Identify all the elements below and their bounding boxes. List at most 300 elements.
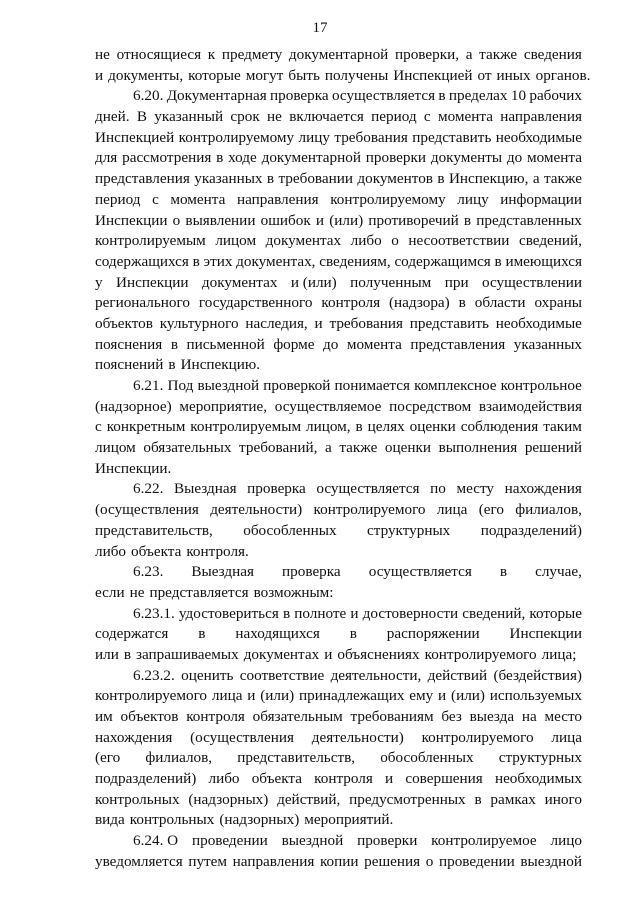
word: направления — [236, 190, 319, 208]
word: также — [479, 46, 518, 63]
text-line — [95, 128, 582, 149]
text-line — [95, 252, 582, 273]
word: объектов — [120, 708, 179, 725]
text-line — [95, 645, 582, 666]
word: проверкой — [263, 377, 331, 394]
word: период — [371, 108, 417, 126]
word: момента — [170, 190, 226, 208]
word: государственного — [198, 294, 313, 312]
word: совершения — [405, 770, 483, 788]
text-line — [95, 314, 582, 335]
text-line — [95, 769, 582, 790]
word: оценки — [384, 439, 432, 457]
word: сведениям, — [319, 252, 391, 270]
word: и — [314, 314, 323, 332]
word: проверки — [365, 149, 427, 167]
word: представления — [95, 170, 190, 188]
word: осуществляется — [316, 480, 420, 498]
word: соблюдения — [460, 418, 539, 436]
word: и — [324, 645, 333, 663]
word: требованиям — [350, 708, 434, 725]
word: письменной — [186, 335, 265, 353]
word: случае, — [535, 563, 582, 581]
text-line — [95, 107, 582, 128]
word: понимается — [334, 377, 410, 394]
text-line — [95, 459, 582, 480]
word: (надзорных) — [188, 790, 269, 808]
text-line — [95, 169, 582, 190]
word: мероприятие, — [179, 397, 268, 415]
word: (надзорных) — [219, 811, 300, 829]
word: иного — [544, 790, 582, 808]
word: запрашиваемых — [136, 645, 239, 663]
word: выездной — [197, 377, 260, 394]
word: выездной — [520, 852, 582, 870]
word: несоответствии — [408, 232, 510, 250]
word: и — [385, 770, 394, 788]
word: обязательных — [143, 439, 232, 457]
word: необходимые — [495, 314, 582, 332]
word: без — [441, 708, 462, 725]
word: 6.22. — [133, 480, 164, 498]
word: содержатся — [95, 625, 169, 643]
word: к — [207, 46, 216, 63]
word: удостовериться — [178, 604, 279, 622]
word: структурных — [367, 521, 451, 539]
word: в — [198, 625, 206, 643]
word: предмету — [221, 46, 283, 63]
word: уведомляется — [95, 852, 183, 870]
word: проверка — [247, 480, 306, 498]
page-number: 17 — [312, 20, 328, 36]
word: рассмотрения — [122, 149, 212, 167]
word: Выездная — [173, 480, 237, 498]
text-line — [95, 707, 582, 728]
word: полученным — [350, 273, 432, 291]
word: представить — [412, 128, 492, 146]
word: в — [168, 356, 176, 374]
word: с — [152, 190, 159, 208]
word: мероприятий. — [304, 811, 394, 829]
document-body — [95, 45, 591, 873]
word: в — [474, 790, 482, 808]
word: 10 — [510, 87, 527, 105]
word: 6.23. — [133, 563, 164, 581]
word: информации — [500, 190, 582, 208]
word: решения — [364, 852, 421, 870]
word: осуществляется — [368, 563, 472, 581]
word: им — [95, 708, 113, 725]
word: путем — [188, 852, 228, 870]
text-line — [95, 417, 582, 438]
word: также — [339, 439, 378, 457]
word: не — [267, 108, 282, 126]
word: до — [323, 335, 339, 353]
word: пояснения — [95, 335, 163, 353]
word: контроля — [186, 708, 245, 725]
word: направления — [232, 852, 315, 870]
word: в — [437, 170, 445, 188]
word: документах — [243, 645, 320, 663]
word: лицом — [215, 232, 257, 250]
word: проверка — [282, 563, 341, 581]
word: о — [425, 852, 434, 870]
word: филиалов, — [515, 501, 582, 519]
word: указанных — [194, 170, 263, 188]
text-line — [95, 666, 582, 687]
word: которые — [529, 604, 582, 622]
word: либо — [95, 542, 127, 560]
word: о — [391, 232, 399, 250]
word: контроля. — [186, 542, 249, 560]
word: о — [172, 211, 181, 229]
word: контролируемым — [190, 418, 302, 436]
word: в — [192, 252, 200, 270]
word: момента — [346, 335, 402, 353]
word: соответствие — [239, 666, 325, 684]
word: контролируемого — [95, 687, 208, 705]
word: в — [216, 149, 224, 167]
text-line — [95, 376, 582, 397]
word: лица — [436, 501, 468, 519]
word: необходимых — [494, 770, 582, 788]
word: могут — [245, 66, 284, 84]
word: выявлении — [185, 211, 256, 229]
word: требования — [334, 128, 408, 146]
word: и — [95, 66, 104, 84]
word: (его — [478, 501, 504, 519]
word: (его — [95, 749, 121, 767]
word: представительств, — [237, 749, 356, 767]
word: и — [350, 604, 359, 622]
word: лица; — [541, 645, 577, 663]
word: и (или) — [290, 273, 337, 291]
text-line — [95, 231, 582, 252]
word: (осуществления — [95, 501, 199, 519]
word: сведений, — [518, 232, 582, 250]
text-line — [95, 355, 582, 376]
word: выезда — [469, 708, 515, 725]
text-line — [95, 831, 582, 852]
word: документарной — [261, 149, 361, 167]
word: взаимодействия — [478, 397, 582, 415]
word: объекта — [251, 770, 302, 788]
word: относящиеся — [116, 46, 202, 63]
text-line — [95, 624, 582, 645]
word: от — [477, 66, 492, 84]
word: контролируемого — [421, 728, 534, 746]
word: (надзорное) — [95, 397, 172, 415]
text-line — [95, 728, 582, 749]
word: комплексное — [414, 377, 497, 394]
word: (или) — [329, 211, 364, 229]
word: структурных — [498, 749, 582, 767]
word: в — [349, 625, 357, 643]
text-line — [95, 748, 582, 769]
word: оценки — [409, 418, 456, 436]
word: и — [247, 687, 256, 705]
text-line — [95, 542, 582, 563]
word: (бездействия) — [493, 666, 582, 684]
word: охраны — [534, 294, 582, 312]
word: до — [506, 149, 523, 167]
word: объяснениях — [337, 645, 420, 663]
word: указанный — [154, 108, 224, 126]
word: объектов — [95, 314, 153, 332]
word: указанных — [513, 335, 582, 353]
text-line — [95, 562, 582, 583]
word: выполнения — [438, 439, 518, 457]
text-line — [95, 500, 582, 521]
word: контролируемого — [424, 645, 537, 663]
word: культурного — [159, 314, 239, 332]
word: в — [266, 170, 275, 188]
text-line — [95, 810, 582, 831]
word: вида — [95, 811, 125, 829]
text-line — [95, 852, 582, 873]
text-line — [95, 790, 582, 811]
word: представленных — [476, 211, 582, 229]
word: а — [532, 170, 540, 188]
word: а — [465, 46, 473, 63]
word: наследия, — [245, 314, 308, 332]
word: на — [521, 708, 537, 725]
word: содержащимся — [394, 252, 491, 270]
word: контрольных — [95, 790, 180, 808]
word: контролируемого — [313, 501, 426, 519]
word: не — [129, 583, 145, 601]
word: представительств, — [95, 521, 213, 539]
text-line — [95, 86, 582, 107]
word: либо — [350, 232, 382, 250]
word: копии — [319, 852, 359, 870]
word: Выездная — [191, 563, 254, 581]
word: требований, — [239, 439, 318, 457]
word: (или) — [260, 687, 295, 705]
word: представления — [410, 335, 506, 353]
word: иных — [496, 66, 531, 84]
word: срок — [230, 108, 260, 126]
word: Инспекции — [509, 625, 582, 643]
word: получены — [324, 66, 389, 84]
word: Инспекцией — [95, 128, 175, 146]
word: распоряжении — [386, 625, 480, 643]
word: либо — [208, 770, 240, 788]
word: решений — [524, 439, 582, 457]
word: используемых — [489, 687, 582, 705]
text-line — [95, 479, 582, 500]
word: контроля — [314, 770, 373, 788]
word: полноте — [294, 604, 347, 622]
word: таким — [543, 418, 582, 436]
word: контрольных — [129, 811, 215, 829]
word: достоверности — [362, 604, 459, 622]
word: контрольное — [500, 377, 582, 394]
text-line — [95, 66, 591, 87]
word: нахождения — [504, 480, 582, 498]
word: лица — [551, 728, 582, 746]
text-line — [95, 45, 582, 66]
word: 6.21. — [133, 377, 164, 394]
word: форме — [273, 335, 315, 353]
word: место — [544, 708, 582, 725]
word: лицу — [298, 128, 330, 146]
word: регионального — [95, 294, 190, 312]
word: документы — [430, 149, 503, 167]
word: ошибок — [260, 211, 311, 229]
word: в — [123, 645, 132, 663]
word: действий — [427, 666, 488, 684]
word: 6.23.1. — [133, 604, 175, 622]
word: обязательным — [252, 708, 343, 725]
word: лицу — [457, 190, 489, 208]
word: также — [543, 170, 582, 188]
word: документов — [357, 170, 433, 188]
text-line — [95, 148, 582, 169]
word: нахождения — [95, 728, 173, 746]
word: ему — [409, 687, 434, 705]
word: если — [95, 583, 125, 601]
word: деятельности, — [330, 666, 422, 684]
word: подразделений) — [480, 521, 582, 539]
word: период — [95, 190, 141, 208]
word: содержащихся — [95, 252, 189, 270]
word: с — [423, 108, 431, 126]
word: документарной — [288, 46, 389, 63]
text-line — [95, 583, 582, 604]
word: посредством — [389, 397, 472, 415]
word: деятельности) — [210, 501, 303, 519]
text-line — [95, 438, 582, 459]
word: дней. — [95, 108, 130, 126]
word: месту — [456, 480, 494, 498]
text-line — [95, 190, 582, 211]
word: момента — [437, 108, 493, 126]
word: (осуществления — [190, 728, 294, 746]
word: при — [444, 273, 469, 291]
word: Инспекцию, — [448, 170, 529, 188]
word: проверка — [270, 87, 329, 105]
word: не — [95, 46, 110, 63]
word: требовании — [278, 170, 354, 188]
text-line — [95, 211, 582, 232]
word: Инспекции — [116, 273, 189, 291]
word: документы, — [108, 66, 184, 84]
word: противоречий — [368, 211, 459, 229]
word: проверки — [357, 832, 418, 850]
word: в — [355, 418, 363, 436]
word: принадлежащих — [299, 687, 405, 705]
word: действий, — [277, 790, 341, 808]
word: лицо — [550, 832, 582, 850]
word: объекта — [131, 542, 182, 560]
word: целях — [367, 418, 405, 436]
word: пояснений — [95, 356, 164, 374]
word: осуществлении — [482, 273, 582, 291]
word: рабочих — [529, 87, 582, 105]
word: в — [463, 211, 472, 229]
text-line — [95, 604, 582, 625]
word: момента — [527, 149, 582, 167]
word: требования — [329, 314, 403, 332]
word: обособленных — [243, 521, 337, 539]
text-line — [95, 686, 582, 707]
word: лицом — [95, 439, 136, 457]
word: рамках — [490, 790, 536, 808]
word: с — [95, 418, 102, 436]
word: контроля — [321, 294, 381, 312]
text-line — [95, 521, 582, 542]
word: в — [499, 563, 508, 581]
word: представляется — [149, 583, 249, 601]
word: находящихся — [235, 625, 320, 643]
word: 6.20. — [133, 87, 164, 105]
word: в — [494, 252, 502, 270]
word: лицом, — [306, 418, 351, 436]
word: сведений, — [462, 604, 526, 622]
word: подразделений) — [95, 770, 197, 788]
text-line — [95, 273, 582, 294]
word: в — [458, 294, 466, 312]
word: для — [95, 149, 118, 167]
word: (или) — [451, 687, 485, 705]
word: лица — [211, 687, 243, 705]
word: имеющихся — [505, 252, 582, 270]
word: в — [170, 335, 178, 353]
word: которые — [188, 66, 241, 84]
word: проведении — [438, 852, 515, 870]
word: контролируемому — [178, 128, 295, 146]
word: филиалов, — [145, 749, 213, 767]
word: направления — [500, 108, 582, 126]
word: предусмотренных — [349, 790, 466, 808]
word: а — [325, 439, 332, 457]
word: быть — [288, 66, 320, 84]
text-line — [95, 335, 582, 356]
word: Инспекцию. — [180, 356, 261, 374]
word: контролируемое — [431, 832, 537, 850]
word: Документарная — [166, 87, 267, 105]
word: представить — [409, 314, 489, 332]
word: контролируемым — [95, 232, 206, 250]
word: обособленных — [380, 749, 474, 767]
word: (надзора) — [389, 294, 450, 312]
word: осуществляемое — [274, 397, 382, 415]
word: Инспекции — [95, 211, 168, 229]
word: проверки, — [394, 46, 460, 63]
word: в — [438, 87, 446, 105]
word: у — [95, 273, 103, 291]
word: В — [136, 108, 147, 126]
word: области — [474, 294, 526, 312]
word: и — [315, 211, 325, 229]
word: пределах — [448, 87, 508, 105]
word: контролируемому — [330, 190, 446, 208]
word: органов. — [535, 66, 591, 84]
word: или — [95, 645, 119, 663]
word: выездной — [281, 832, 344, 850]
word: ходе — [228, 149, 257, 167]
word: оценить — [181, 666, 234, 684]
word: включается — [289, 108, 364, 126]
word: Инспекции. — [95, 459, 172, 477]
word: проведении — [191, 832, 268, 850]
word: осуществляется — [331, 87, 436, 105]
word: Инспекцией — [393, 66, 473, 84]
text-line — [95, 397, 582, 418]
word: необходимые — [495, 128, 582, 146]
word: 6.23.2. — [133, 666, 175, 684]
